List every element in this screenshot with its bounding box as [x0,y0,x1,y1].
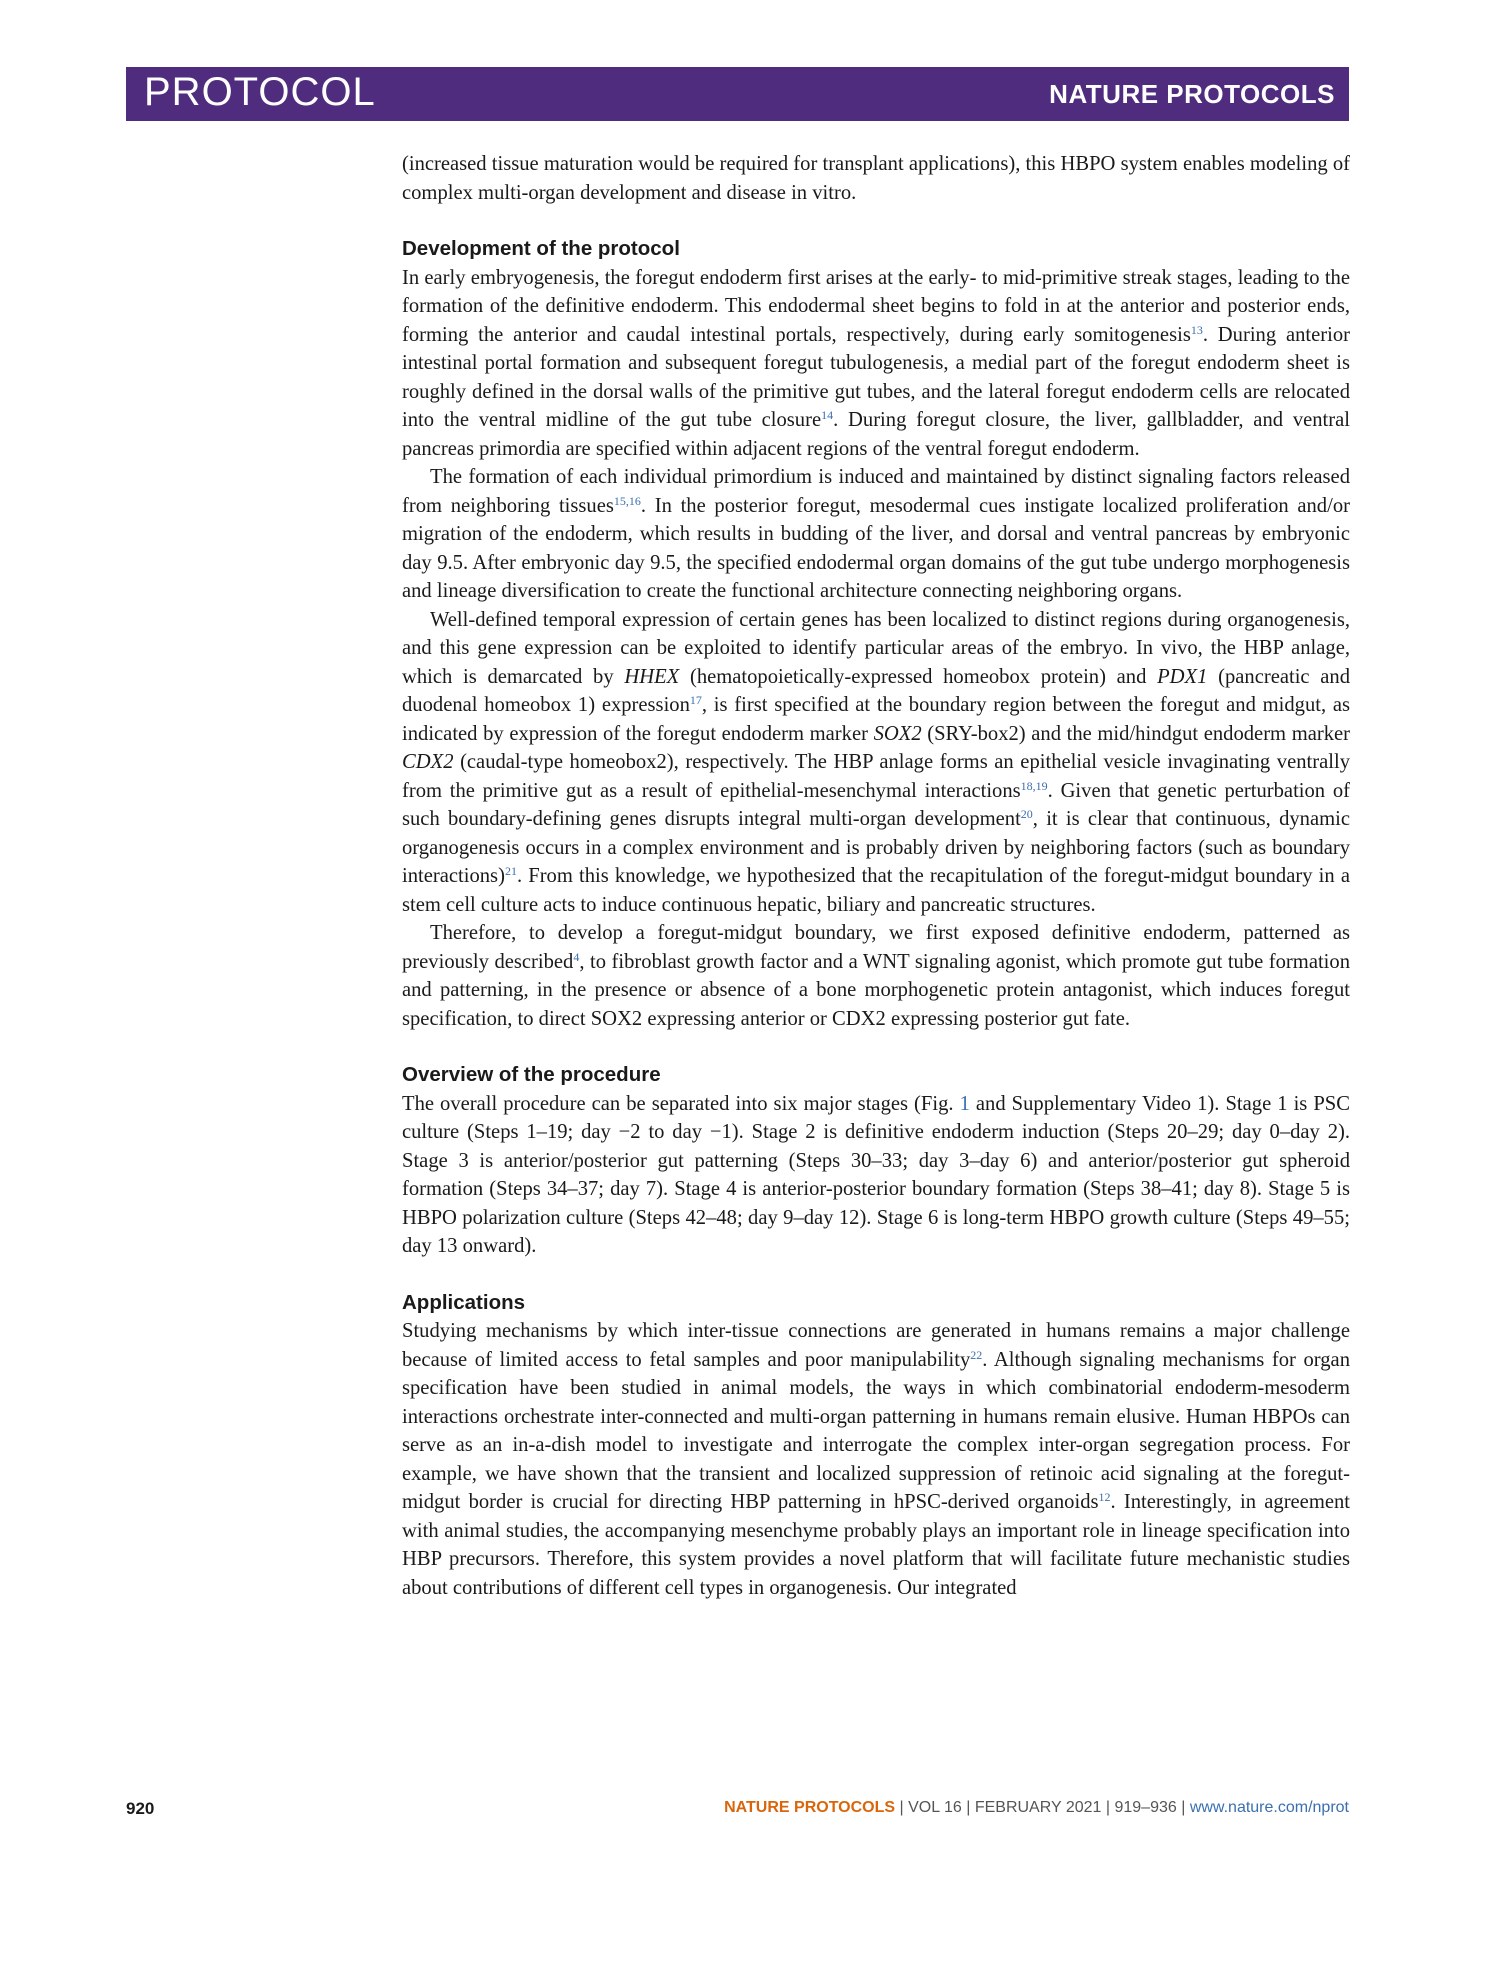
citation-link[interactable]: 14 [821,408,834,422]
paragraph: Studying mechanisms by which inter-tissue connections are generated in humans remains a major challenge because of limited access to fetal samples and poor manipulability$^{22}$. Although signaling mechanisms for organ specification have been studied in animal models, the ways in which combinatorial endoderm-mesoderm interactions orchestrate inter-connected and multi-organ patterning in humans remain elusive. Human HBPOs can serve as an in-a-dish model to investigate and interrogate the complex inter-organ segregation process. For example, we have shown that the transient and localized suppression of retinoic acid signaling at the foregut-midgut border is crucial for directing HBP patterning in hPSC-derived organoids$^{12}$. Interestingly, in agreement with animal studies, the accompanying mesenchyme probably plays an important role in lineage specification into HBP precursors. Therefore, this system provides a novel platform that will facilitate future mechanistic studies about contributions of different cell types in organogenesis. Our integrated [402,1320,1351,1599]
paragraph: Therefore, to develop a foregut-midgut boundary, we first exposed definitive endoderm, patterned as previously described$^4$, to fibroblast growth factor and a WNT signaling agonist, which promote gut tube formation and patterning, in the presence or absence of a bone morphogenetic protein antagonist, which induces foregut specification, to direct SOX2 expressing anterior or CDX2 expressing posterior gut fate. [402,922,1350,1030]
figure-link[interactable]: 1 [959,1092,970,1115]
citation-link[interactable]: 15,16 [613,493,641,508]
article-body [402,150,1350,1602]
gene-name: PDX1 [1157,665,1208,688]
gene-name: SOX2 [873,722,922,745]
citation-link[interactable]: 22 [970,1347,983,1362]
page-footer [126,1799,1349,1823]
intro-paragraph: (increased tissue maturation would be required for transplant applications), this HBPO system enables modeling of complex multi-organ development and disease in vitro. [402,153,1350,204]
citation-link[interactable]: 12 [1098,1490,1111,1504]
paragraph: The overall procedure can be separated into six major stages (Fig. 1 and Supplementary Video 1). Stage 1 is PSC culture (Steps 1–19; day −2 to day −1). Stage 2 is definitive endoderm induction (Steps 20–29; day 0–day 2). Stage 3 is anterior/posterior gut patterning (Steps 30–33; day 3–day 6) and anterior/posterior gut spheroid formation (Steps 34–37; day 7). Stage 4 is anterior-posterior boundary formation (Steps 38–41; day 8). Stage 5 is HBPO polarization culture (Steps 42–48; day 9–day 12). Stage 6 is long-term HBPO growth culture (Steps 49–55; day 13 onward). [402,1092,1350,1257]
journal-name: NATURE PROTOCOLS [1049,79,1335,109]
citation-link[interactable]: 4 [573,949,580,964]
citation-link[interactable]: 17 [689,693,702,707]
journal-citation: NATURE PROTOCOLS | VOL 16 | FEBRUARY 2021 | 919–936 | www.nature.com/nprot [724,1799,1349,1816]
footer-pages: 919–936 [1114,1799,1177,1816]
paragraph: In early embryogenesis, the foregut endoderm first arises at the early- to mid-primitive streak stages, leading to the formation of the definitive endoderm. This endodermal sheet begins to fold in at the anterior and posterior ends, forming the anterior and caudal intestinal portals, respectively, during early somitogenesis$^{13}$. During anterior intestinal portal formation and subsequent foregut tubulogenesis, a medial part of the foregut endoderm sheet is roughly defined in the dorsal walls of the primitive gut tubes, and the lateral foregut endoderm cells are relocated into the ventral midline of the gut tube closure$^{14}$. During foregut closure, the liver, gallbladder, and ventral pancreas primordia are specified within adjacent regions of the ventral foregut endoderm. [402,266,1350,460]
citation-link[interactable]: 20 [1020,807,1033,821]
citation-link[interactable]: 13 [1190,322,1203,337]
paragraph: The formation of each individual primordium is induced and maintained by distinct signaling factors released from neighboring tissues$^{15,16}$. In the posterior foregut, mesodermal cues instigate localized proliferation and/or migration of the endoderm, which results in budding of the liver, and dorsal and ventral pancreas by embryonic day 9.5. After embryonic day 9.5, the specified endodermal organ domains of the gut tube undergo morphogenesis and lineage diversification to create the functional architecture connecting neighboring organs. [402,466,1350,602]
header-banner [126,67,1349,121]
footer-journal: NATURE PROTOCOLS [724,1799,896,1816]
page-number: 920 [126,1799,155,1818]
footer-date: FEBRUARY 2021 [974,1799,1102,1816]
citation-link[interactable]: 21 [504,864,517,878]
section-heading-development: Development of the protocol [402,237,680,260]
citation-link[interactable]: 18,19 [1020,778,1048,793]
footer-volume: VOL 16 [908,1799,962,1816]
journal-url-link[interactable]: www.nature.com/nprot [1189,1799,1349,1816]
gene-name: HHEX [624,665,680,688]
gene-name: CDX2 [402,751,454,773]
section-heading-overview: Overview of the procedure [402,1063,661,1086]
section-label: PROTOCOL [144,70,376,114]
section-heading-applications: Applications [402,1290,526,1314]
paragraph: Well-defined temporal expression of certain genes has been localized to distinct regions during organogenesis, and this gene expression can be exploited to identify particular areas of the embryo. In vivo, the HBP anlage, which is demarcated by HHEX (hematopoietically-expressed homeobox protein) and PDX1 (pancreatic and duodenal homeobox 1) expression$^{17}$, is first specified at the boundary region between the foregut and midgut, as indicated by expression of the foregut endoderm marker SOX2 (SRY-box2) and the mid/hindgut endoderm marker CDX2 (caudal-type homeobox2), respectively. The HBP anlage forms an epithelial vesicle invaginating ventrally from the primitive gut as a result of epithelial-mesenchymal interactions$^{18,19}$. Given that genetic perturbation of such boundary-defining genes disrupts integral multi-organ development$^{20}$, it is clear that continuous, dynamic organogenesis occurs in a complex environment and is probably driven by neighboring factors (such as boundary interactions)$^{21}$. From this knowledge, we hypothesized that the recapitulation of the foregut-midgut boundary in a stem cell culture acts to induce continuous hepatic, biliary and pancreatic structures. [402,608,1351,916]
